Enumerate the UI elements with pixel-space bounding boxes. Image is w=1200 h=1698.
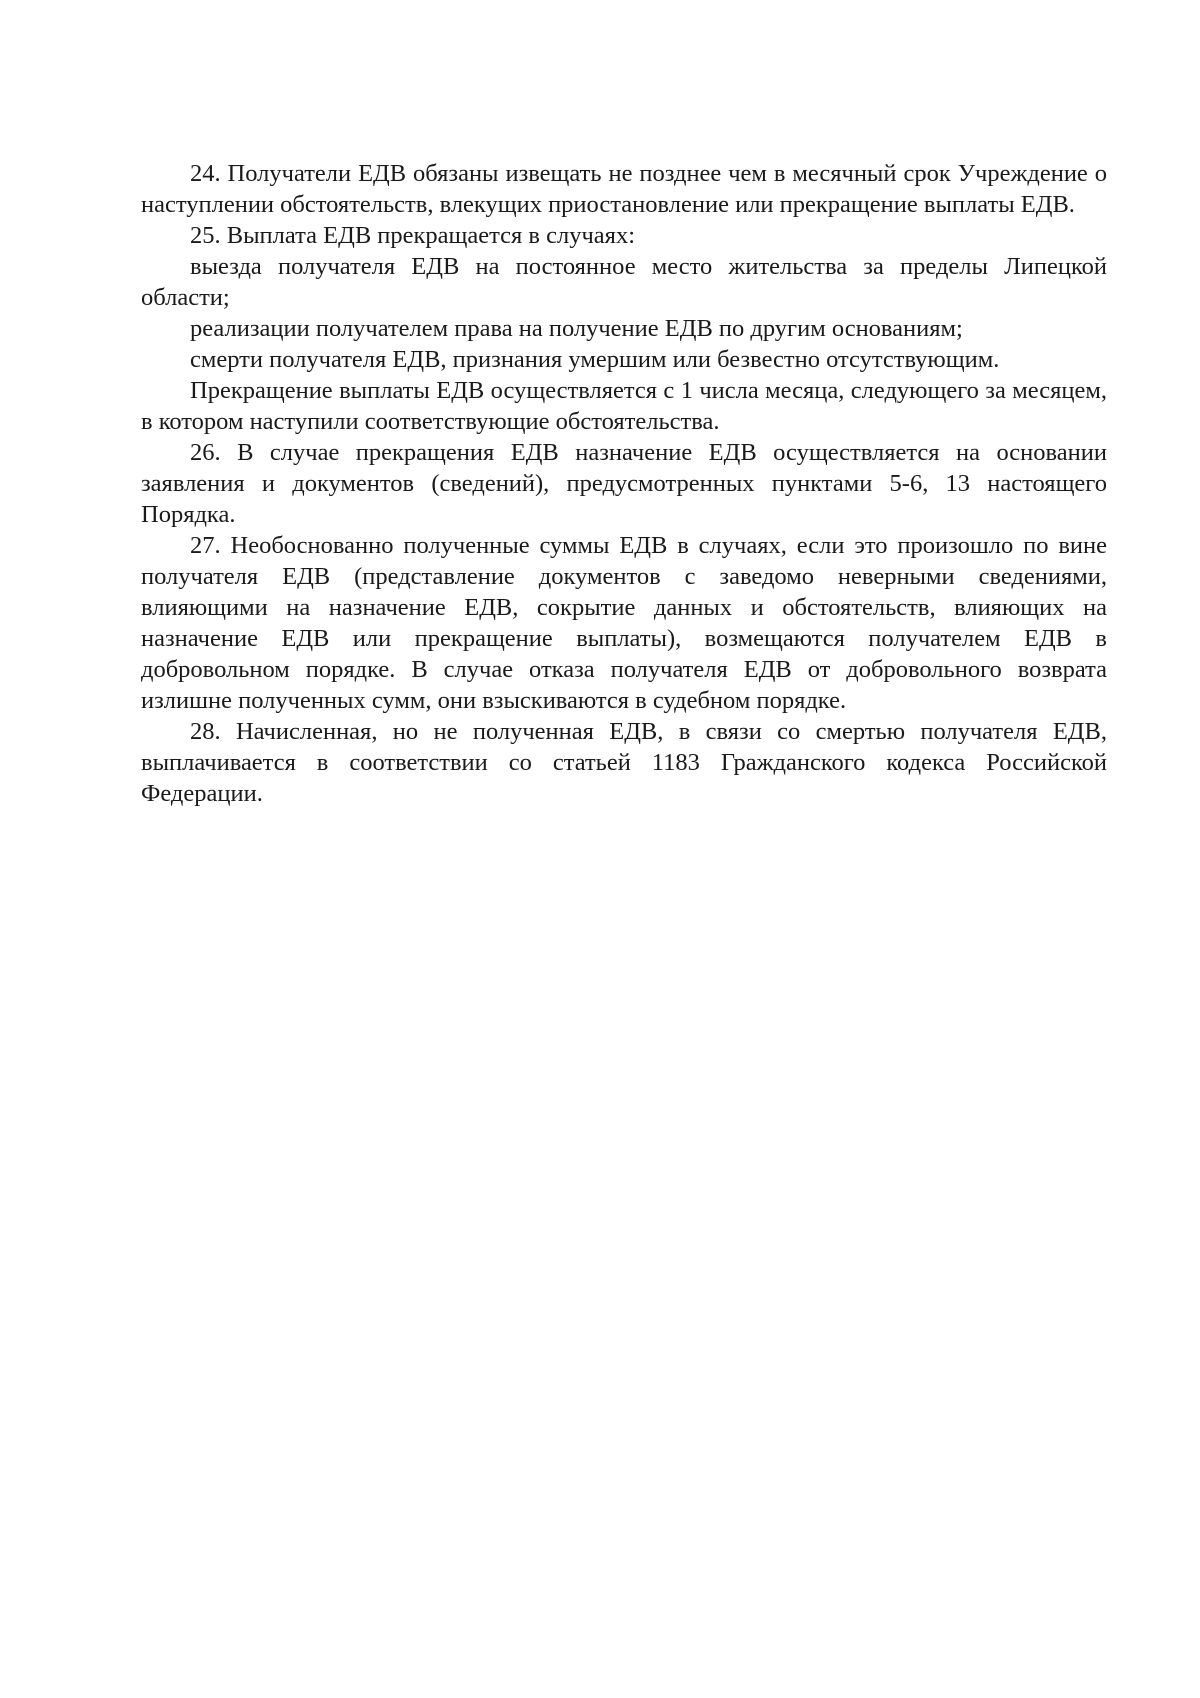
paragraph-25-case-relocation: выезда получателя ЕДВ на постоянное место жительства за пределы Липецкой области; (141, 253, 1107, 311)
paragraph-25-case-other-grounds: реализации получателем права на получение ЕДВ по другим основаниям; (190, 315, 963, 342)
paragraph-25-case-death: смерти получателя ЕДВ, признания умершим или безвестно отсутствующим. (190, 346, 1000, 373)
paragraph-27: 27. Необоснованно полученные суммы ЕДВ в случаях, если это произошло по вине получателя ЕДВ (представление документов с заведомо неверными сведениями, влияющими на назначение ЕДВ, сокрытие данных и обстоятельств, влияющих на назначение ЕДВ или прекращение выплаты), возмещаются получателем ЕДВ в добровольном порядке. В случае отказа получателя ЕДВ от добровольного возврата излишне полученных сумм, они взыскиваются в судебном порядке. (141, 532, 1107, 714)
paragraph-26: 26. В случае прекращения ЕДВ назначение ЕДВ осуществляется на основании заявления и документов (сведений), предусмотренных пунктами 5-6, 13 настоящего Порядка. (141, 439, 1107, 528)
document-body (141, 158, 1107, 809)
paragraph-25-termination-date: Прекращение выплаты ЕДВ осуществляется с 1 числа месяца, следующего за месяцем, в котором наступили соответствующие обстоятельства. (141, 377, 1107, 435)
paragraph-28: 28. Начисленная, но не полученная ЕДВ, в связи со смертью получателя ЕДВ, выплачивается в соответствии со статьей 1183 Гражданского кодекса Российской Федерации. (141, 718, 1107, 807)
paragraph-25-intro: 25. Выплата ЕДВ прекращается в случаях: (190, 222, 635, 249)
paragraph-24: 24. Получатели ЕДВ обязаны извещать не позднее чем в месячный срок Учреждение о наступлении обстоятельств, влекущих приостановление или прекращение выплаты ЕДВ. (141, 160, 1107, 218)
